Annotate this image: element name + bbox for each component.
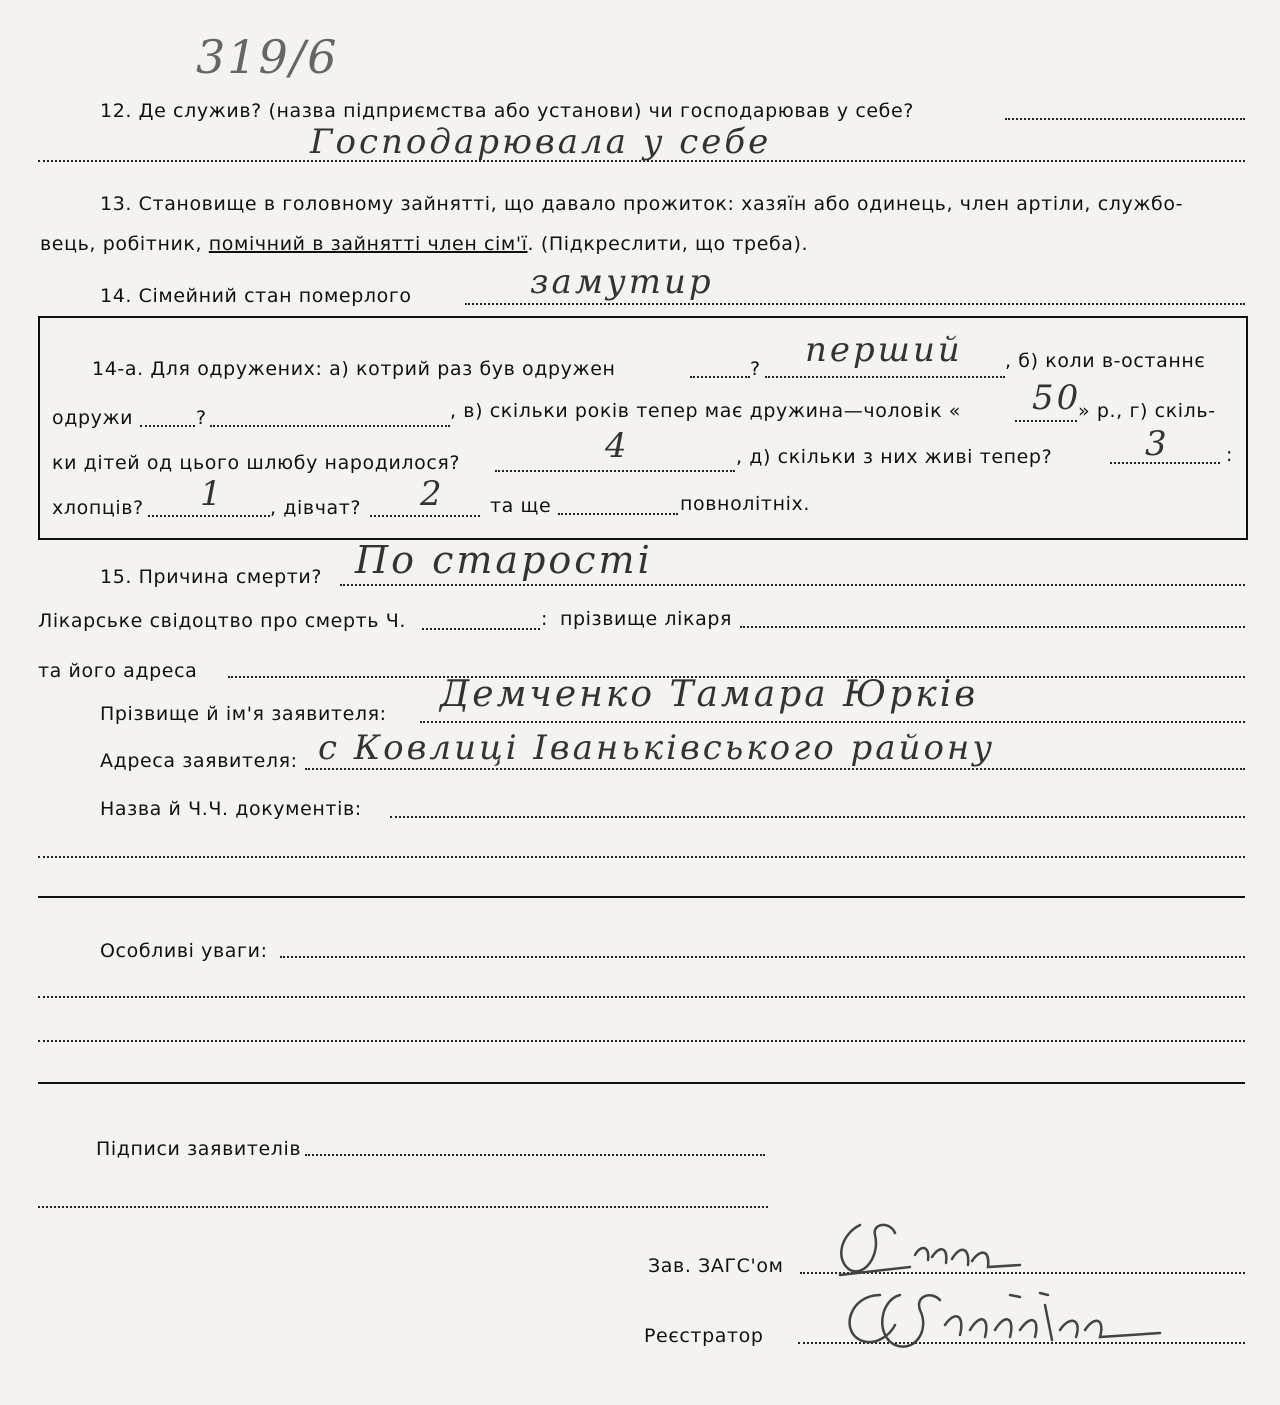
- applicants-signature-line-1: [305, 1154, 765, 1156]
- q14a-line1-q: ?: [750, 358, 761, 380]
- archive-number: 319/6: [196, 30, 339, 84]
- applicant-name-label: Прізвище й ім'я заявителя:: [100, 703, 387, 725]
- q14a-line2-fill2: [210, 425, 450, 427]
- registrar-label: Реєстратор: [644, 1325, 764, 1347]
- q13-line2-end: . (Підкреслити, що треба).: [527, 233, 809, 255]
- q14a-line3-a: ки дітей од цього шлюбу народилося?: [52, 452, 461, 474]
- q14-answer-line: [465, 303, 1245, 305]
- applicants-signature-label: Підписи заявителів: [96, 1138, 302, 1160]
- q14a-boys-count: 1: [200, 474, 225, 514]
- q14a-line2-b: , в) скільки років тепер має дружина—чоловік «: [450, 400, 962, 422]
- q14a-line1-b: , б) коли в-останнє: [1005, 350, 1206, 372]
- q14a-line2-answer-line: [1015, 420, 1077, 422]
- q15-question: 15. Причина смерти?: [100, 566, 323, 588]
- q14a-line4-b: , дівчат?: [270, 497, 362, 519]
- q14a-line3-answer-line: [495, 470, 735, 472]
- medical-colon: :: [541, 608, 549, 630]
- q14a-line4-a: хлопців?: [52, 497, 144, 519]
- q14a-children-alive: 3: [1145, 424, 1170, 464]
- registrar-signature: [820, 1275, 1240, 1365]
- applicant-address-label: Адреса заявителя:: [100, 750, 298, 772]
- q14a-girls-line: [370, 515, 480, 517]
- documents-line-3: [38, 896, 1245, 898]
- zags-head-label: Зав. ЗАГС'ом: [648, 1255, 784, 1277]
- q14a-line1-answer-line: [765, 376, 1005, 378]
- q14a-line4-d: повнолітніх.: [680, 493, 810, 515]
- applicant-address-value: с Ковлиці Іваньківського району: [318, 728, 996, 768]
- q14-question: 14. Сімейний стан померлого: [100, 285, 412, 307]
- doctor-name-line: [740, 626, 1245, 628]
- q13-line2-start: вець, робітник,: [40, 233, 209, 255]
- applicant-name-line: [420, 721, 1245, 723]
- q14a-line4-c: та ще: [490, 495, 552, 517]
- medical-certificate-label: Лікарське свідоцтво про смерть Ч.: [38, 610, 406, 632]
- doctor-name-label: прізвище лікаря: [560, 608, 733, 630]
- q14a-line2-q: ?: [196, 407, 207, 429]
- q14a-line1-text: 14-а. Для одружених: а) котрий раз був одружен: [92, 358, 616, 380]
- q13-line2: [40, 233, 808, 255]
- medical-certificate-line: [422, 628, 540, 630]
- q13-line1: 13. Становище в головному зайнятті, що давало прожиток: хазяїн або одинець, член артіли, службо-: [100, 193, 1184, 215]
- notes-line-2: [38, 996, 1245, 998]
- applicant-address-line: [305, 768, 1245, 770]
- documents-line-2: [38, 856, 1245, 858]
- q14a-children-born: 4: [605, 426, 630, 466]
- q14-answer: замутир: [530, 262, 714, 302]
- q14a-boys-line: [148, 515, 270, 517]
- q14a-girls-count: 2: [420, 474, 445, 514]
- documents-line-1: [390, 816, 1245, 818]
- q14a-line3-colon: :: [1226, 444, 1234, 466]
- q14a-times-married: перший: [805, 330, 963, 370]
- applicants-signature-line-2: [38, 1206, 768, 1208]
- q14a-line1-fill: [690, 376, 750, 378]
- notes-line-3: [38, 1040, 1245, 1042]
- doctor-address-label: та його адреса: [38, 660, 198, 682]
- q15-answer: По старості: [355, 538, 653, 582]
- notes-label: Особливі уваги:: [100, 940, 268, 962]
- q12-answer: Господарювала у себе: [310, 122, 772, 162]
- q15-answer-line: [340, 584, 1245, 586]
- q14a-line3-b: , д) скільки з них живі тепер?: [736, 446, 1053, 468]
- q13-selected-option: помічний в зайнятті член сім'ї: [208, 233, 528, 255]
- q14a-line2-a: одружи: [52, 407, 134, 429]
- q14a-spouse-age: 50: [1032, 378, 1082, 418]
- notes-line-4: [38, 1082, 1245, 1084]
- q14a-line2-c: » р., г) скіль-: [1078, 400, 1216, 422]
- q12-question: 12. Де служив? (назва підприємства або установи) чи господарював у себе?: [100, 100, 914, 122]
- documents-label: Назва й Ч.Ч. документів:: [100, 798, 362, 820]
- q14a-line2-fill1: [140, 425, 195, 427]
- q12-fill-line: [1005, 118, 1245, 120]
- notes-line-1: [280, 956, 1245, 958]
- applicant-name-value: Демченко Тамара Юрків: [440, 674, 979, 715]
- q14a-adults-line: [558, 513, 678, 515]
